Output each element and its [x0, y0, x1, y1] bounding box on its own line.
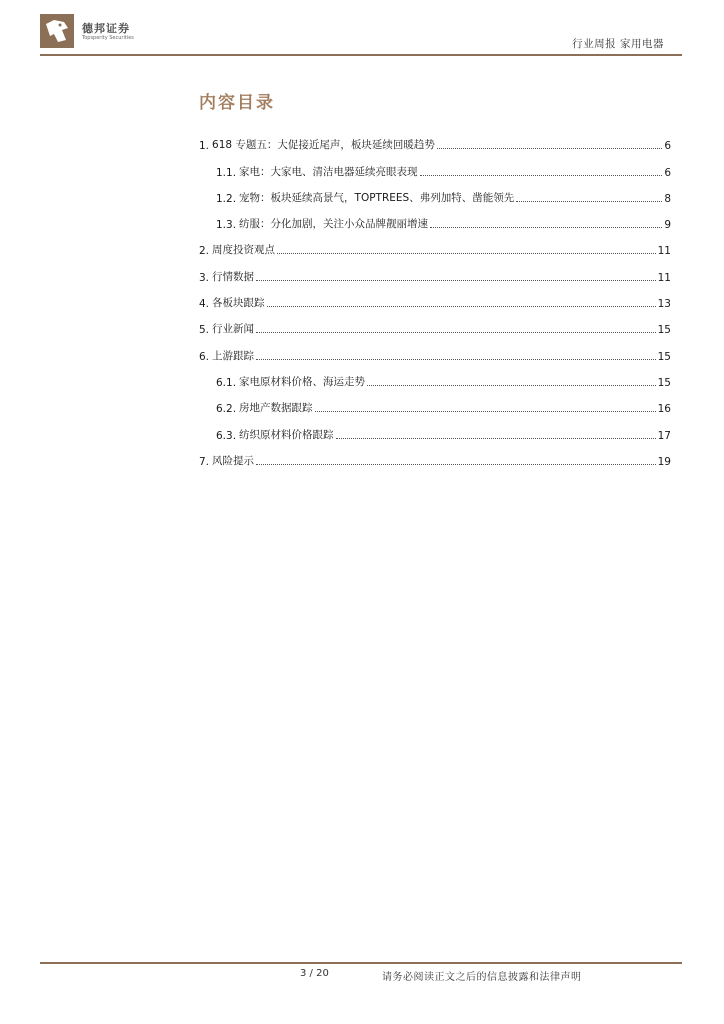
toc-entry-number: 3.	[199, 271, 210, 284]
toc-entry-page: 15	[657, 350, 671, 363]
toc-entry-page: 6	[664, 140, 671, 153]
toc-entry-page: 6	[664, 166, 671, 179]
toc-entry-page: 8	[664, 192, 671, 205]
brand-name-cn: 德邦证券	[82, 22, 130, 35]
toc-entry-page: 15	[657, 324, 671, 337]
toc-entry-number: 6.3.	[216, 429, 237, 442]
toc-entry[interactable]	[199, 152, 671, 178]
toc-entry[interactable]	[199, 231, 671, 257]
toc-entry-number: 1.3.	[216, 219, 237, 232]
toc-entry[interactable]	[199, 442, 671, 468]
toc-entry-title: 行情数据	[212, 270, 255, 283]
toc-entry[interactable]	[199, 389, 671, 415]
toc-entry-number: 2.	[199, 245, 210, 258]
toc-entry-title: 风险提示	[212, 454, 255, 467]
toc-leader-dots	[315, 410, 656, 412]
toc-entry-number: 4.	[199, 298, 210, 311]
brand-name-en: Topsperity Securities	[82, 35, 134, 41]
toc-leader-dots	[256, 463, 656, 465]
toc-leader-dots	[420, 174, 663, 176]
toc-entry-title: 各板块跟踪	[212, 297, 265, 310]
toc-entry-page: 11	[657, 245, 671, 258]
toc-entry[interactable]	[199, 126, 671, 152]
toc-entry-title: 家电：大家电、清洁电器延续亮眼表现	[239, 165, 418, 178]
toc-entry[interactable]	[199, 336, 671, 362]
toc-entry[interactable]	[199, 310, 671, 336]
toc-entry[interactable]	[199, 363, 671, 389]
toc-entry[interactable]	[199, 415, 671, 441]
toc-leader-dots	[277, 252, 656, 254]
toc-entry-number: 1.	[199, 140, 210, 153]
toc-entry[interactable]	[199, 257, 671, 283]
toc-title: 内容目录	[199, 93, 275, 113]
toc-entry[interactable]	[199, 179, 671, 205]
toc-entry-number: 7.	[199, 455, 210, 468]
table-of-contents	[199, 126, 671, 468]
toc-entry-title: 纺服：分化加剧，关注小众品牌靓丽增速	[239, 218, 429, 231]
toc-entry-title: 行业新闻	[212, 323, 255, 336]
toc-entry-page: 11	[657, 271, 671, 284]
page-indicator: 3 / 20	[300, 968, 329, 979]
toc-entry-number: 5.	[199, 324, 210, 337]
toc-leader-dots	[367, 384, 656, 386]
toc-entry-number: 1.1.	[216, 166, 237, 179]
toc-entry-page: 17	[657, 429, 671, 442]
toc-leader-dots	[437, 147, 662, 149]
toc-leader-dots	[256, 358, 656, 360]
report-type-label: 行业周报 家用电器	[572, 38, 664, 50]
toc-leader-dots	[516, 200, 662, 202]
toc-entry[interactable]	[199, 205, 671, 231]
page-header	[40, 14, 684, 56]
toc-entry-title: 宠物：板块延续高景气，TOPTREES、弗列加特、凿能领先	[239, 191, 515, 204]
toc-entry-title: 上游跟踪	[212, 349, 255, 362]
toc-entry-title: 618 专题五：大促接近尾声，板块延续回暖趋势	[212, 139, 435, 152]
toc-entry-title: 家电原材料价格、海运走势	[239, 375, 366, 388]
toc-entry-page: 9	[664, 219, 671, 232]
company-logo-icon	[40, 14, 74, 48]
toc-leader-dots	[430, 226, 662, 228]
toc-leader-dots	[256, 331, 656, 333]
toc-entry[interactable]	[199, 284, 671, 310]
footer-disclaimer: 请务必阅读正文之后的信息披露和法律声明	[382, 972, 582, 983]
toc-leader-dots	[336, 437, 656, 439]
toc-entry-title: 周度投资观点	[212, 244, 276, 257]
footer-divider	[40, 962, 682, 964]
toc-entry-number: 6.2.	[216, 403, 237, 416]
toc-entry-number: 6.	[199, 350, 210, 363]
toc-leader-dots	[267, 305, 656, 307]
toc-entry-page: 16	[657, 403, 671, 416]
toc-entry-title: 纺织原材料价格跟踪	[239, 428, 334, 441]
toc-entry-title: 房地产数据跟踪	[239, 402, 313, 415]
toc-entry-page: 19	[657, 455, 671, 468]
toc-entry-number: 1.2.	[216, 192, 237, 205]
toc-entry-number: 6.1.	[216, 376, 237, 389]
header-divider	[40, 54, 682, 56]
toc-entry-page: 13	[657, 298, 671, 311]
toc-leader-dots	[256, 279, 656, 281]
toc-entry-page: 15	[657, 376, 671, 389]
